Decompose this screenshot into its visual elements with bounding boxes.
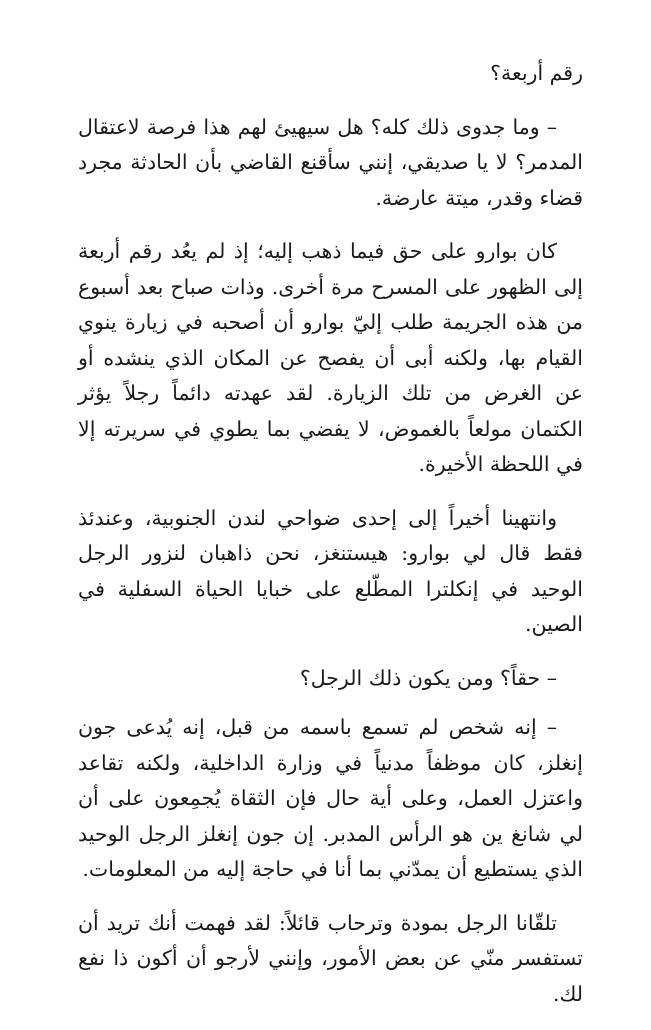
paragraph-5: – حقاً؟ ومن يكون ذلك الرجل؟ bbox=[299, 665, 557, 690]
paragraph-3: كان بوارو على حق فيما ذهب إليه؛ إذ لم يعُد رقم أربعة إلى الظهور على المسرح مرة أخرى. وذات صباح بعد أسبوع من هذه الجريمة طلب إليّ بوارو أن أصحبه في زيارة ينوي القيام بها، ولكنه أبى أن يفصح عن المكان الذي ينشده أو عن الغرض من تلك الزيارة. لقد عهدته دائماً رجلاً يؤثر الكتمان مولعاً بالغموض، لا يفضي بما يطوي في سريرته إلا في اللحظة الأخيرة. bbox=[78, 239, 583, 476]
paragraph-2: – وما جدوى ذلك كله؟ هل سيهيئ لهم هذا فرصة لاعتقال المدمر؟ لا يا صديقي، إنني سأقنع القاضي بأن الحادثة مجرد قضاء وقدر، ميتة عارضة. bbox=[78, 114, 583, 210]
paragraph-4: وانتهينا أخيراً إلى إحدى ضواحي لندن الجنوبية، وعندئذ فقط قال لي بوارو: هيستنغز، نحن ذاهبان لنزور الرجل الوحيد في إنكلترا المطّلع على خبايا الحياة السفلية في الصين. bbox=[78, 505, 583, 636]
paragraph-1: رقم أربعة؟ bbox=[490, 61, 583, 85]
paragraph-6: – إنه شخص لم تسمع باسمه من قبل، إنه يُدعى جون إنغلز، كان موظفاً مدنياً في وزارة الداخلية، ولكنه تقاعد واعتزل العمل، وعلى أية حال فإن الثقاة يُجمِعون على أن لي شانغ ين هو الرأس المدبر. إن جون إنغلز الرجل الوحيد الذي يستطيع أن يمدّني بما أنا في حاجة إليه من المعلومات. bbox=[78, 715, 583, 881]
book-page bbox=[78, 56, 583, 1030]
paragraph-7: تلقّانا الرجل بمودة وترحاب قائلاً: لقد فهمت أنك تريد أن تستفسر منّي عن بعض الأمور، وإنني لأرجو أن أكون ذا نفع لك. bbox=[78, 910, 583, 1006]
